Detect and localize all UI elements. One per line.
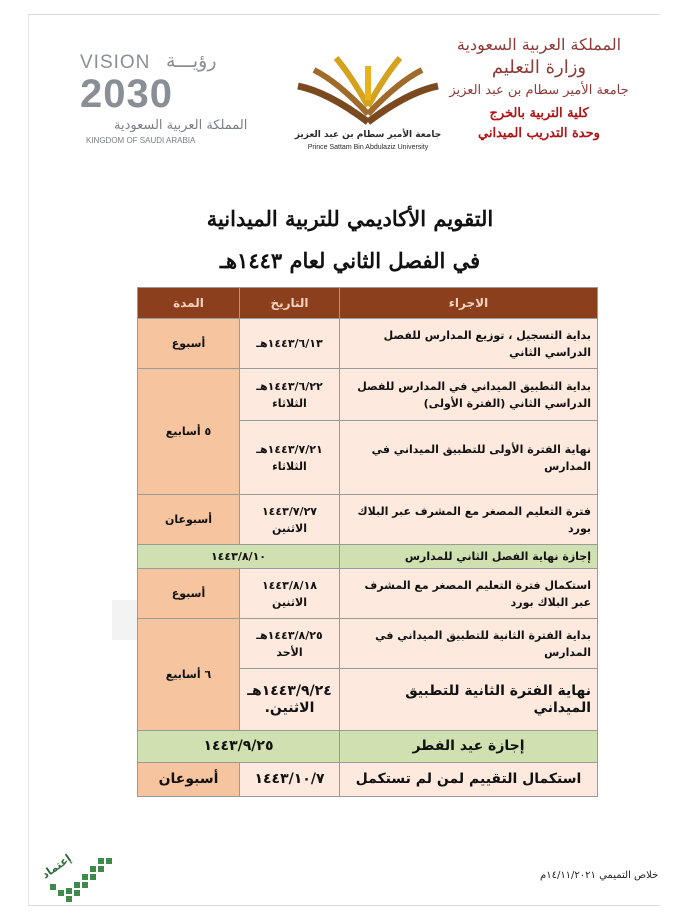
row-duration: ٥ أسابيع bbox=[138, 369, 240, 495]
row-duration: أسبوع bbox=[138, 319, 240, 369]
row-action: بداية الفترة الثانية للتطبيق الميداني في المدارس bbox=[340, 619, 598, 669]
row-date: ١٤٤٣/١٠/٧ bbox=[240, 763, 340, 797]
row-date: ١٤٤٣/٨/١٠ bbox=[138, 545, 340, 569]
vision-kingdom-en: KINGDOM OF SAUDI ARABIA bbox=[86, 136, 196, 145]
table-row bbox=[138, 569, 598, 619]
table-row bbox=[138, 495, 598, 545]
row-date: ١٤٤٣/٩/٢٤هـ الاثنين. bbox=[240, 669, 340, 731]
itimad-checkmark-icon bbox=[40, 846, 120, 910]
row-action: نهاية الفترة الثانية للتطبيق الميداني bbox=[340, 669, 598, 731]
table-row bbox=[138, 763, 598, 797]
university-name-ar: جامعة الأمير سطام بن عبد العزيز bbox=[294, 130, 442, 140]
header-duration: المدة bbox=[138, 288, 240, 319]
row-date: ١٤٤٣/٩/٢٥ bbox=[138, 731, 340, 763]
row-date: ١٤٤٣/٨/٢٥هـ الأحد bbox=[240, 619, 340, 669]
page-subtitle: في الفصل الثاني لعام ١٤٤٣هـ bbox=[219, 248, 481, 273]
row-action: نهاية الفترة الأولى للتطبيق الميداني في المدارس bbox=[340, 421, 598, 495]
row-date: ١٤٤٣/٦/٢٢هـ الثلاثاء bbox=[240, 369, 340, 421]
row-duration: أسبوع bbox=[138, 569, 240, 619]
row-date: ١٤٤٣/٧/٢١هـ الثلاثاء bbox=[240, 421, 340, 495]
table-row bbox=[138, 319, 598, 369]
page-title: التقويم الأكاديمي للتربية الميدانية bbox=[206, 206, 494, 231]
vision-kingdom-ar: المملكة العربية السعودية bbox=[114, 118, 248, 133]
table-row bbox=[138, 619, 598, 669]
row-duration: أسبوعان bbox=[138, 495, 240, 545]
page-border-top bbox=[28, 14, 660, 15]
itimad-logo bbox=[40, 846, 120, 910]
row-date: ١٤٤٣/٧/٢٧ الاثنين bbox=[240, 495, 340, 545]
vision-2030-logo bbox=[80, 50, 248, 145]
row-action: استكمال فترة التعليم المصغر مع المشرف عبر البلاك بورد bbox=[340, 569, 598, 619]
university-name-en: Prince Sattam Bin Abdulaziz University bbox=[307, 144, 429, 151]
row-duration: ٦ أسابيع bbox=[138, 619, 240, 731]
table-row-holiday bbox=[138, 545, 598, 569]
ministry-header bbox=[429, 34, 649, 144]
itimad-label: إعتماد bbox=[39, 851, 74, 882]
ministry-name: وزارة التعليم bbox=[491, 57, 587, 78]
row-action: بداية التطبيق الميداني في المدارس للفصل الدراسي الثاني (الفترة الأولى) bbox=[340, 369, 598, 421]
table-row-holiday bbox=[138, 731, 598, 763]
kingdom-name: المملكة العربية السعودية bbox=[456, 35, 622, 54]
row-duration: أسبوعان bbox=[138, 763, 240, 797]
vision-word-ar: رؤيـــة bbox=[166, 50, 217, 72]
row-action: استكمال التقييم لمن لم تستكمل bbox=[340, 763, 598, 797]
row-action: فترة التعليم المصغر مع المشرف عبر البلاك بورد bbox=[340, 495, 598, 545]
university-logo bbox=[288, 52, 448, 156]
row-date: ١٤٤٣/٨/١٨ الاثنين bbox=[240, 569, 340, 619]
table-row bbox=[138, 369, 598, 421]
page-border-left bbox=[28, 14, 29, 906]
row-action: بداية التسجيل ، توزيع المدارس للفصل الدراسي الثاني bbox=[340, 319, 598, 369]
vision-word: VISION bbox=[80, 52, 151, 73]
row-date: ١٤٤٣/٦/١٣هـ bbox=[240, 319, 340, 369]
vision-year: 2030 bbox=[80, 72, 173, 116]
signature: خلاص التميمي ١٤/١١/٢٠٢١م bbox=[540, 870, 659, 881]
row-action: إجازة عيد الفطر bbox=[340, 731, 598, 763]
header-date: التاريخ bbox=[240, 288, 340, 319]
university-name: جامعة الأمير سطام بن عبد العزيز bbox=[449, 83, 629, 98]
header-action: الاجراء bbox=[340, 288, 598, 319]
university-emblem-icon bbox=[288, 52, 448, 132]
college-name: كلية التربية بالخرج bbox=[489, 106, 589, 121]
page-border-bottom bbox=[28, 905, 660, 906]
unit-name: وحدة التدريب الميداني bbox=[478, 126, 600, 141]
row-action: إجازة نهاية الفصل الثاني للمدارس bbox=[340, 545, 598, 569]
table-header-row bbox=[138, 288, 598, 319]
academic-calendar-table bbox=[137, 287, 598, 797]
